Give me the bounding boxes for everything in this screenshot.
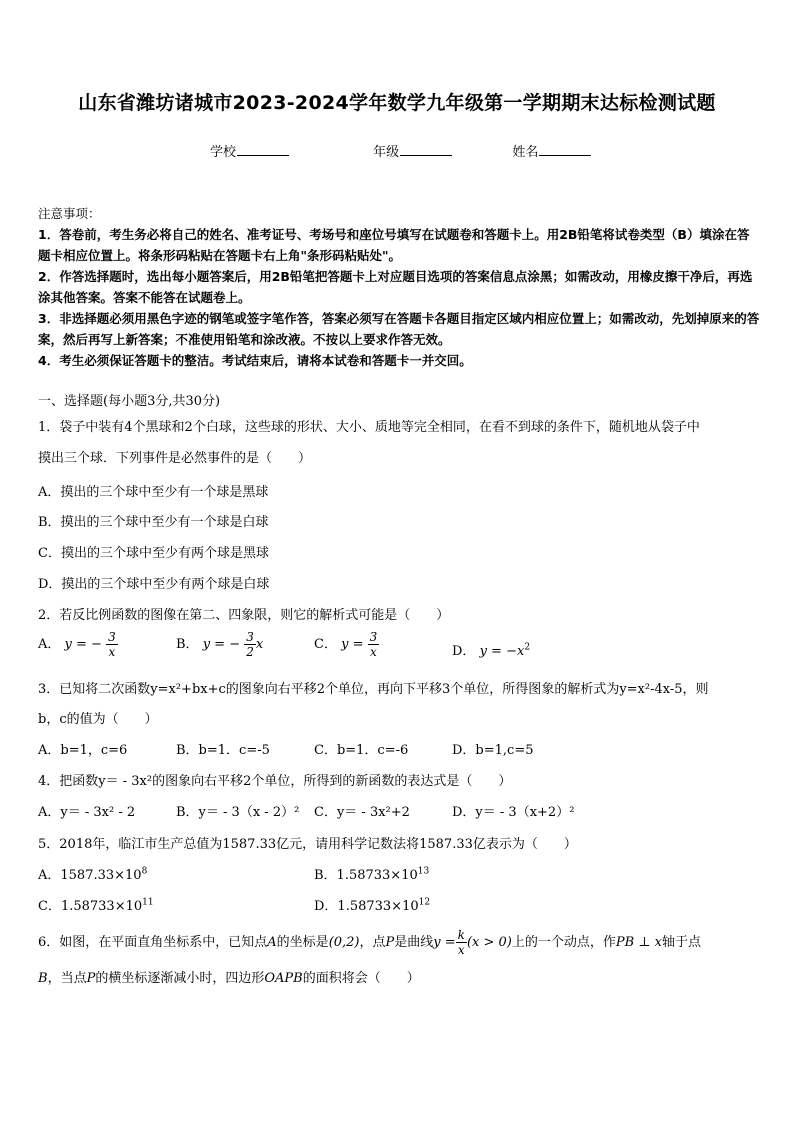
notice-item-2: 2．作答选择题时，选出每小题答案后，用2B铅笔把答题卡上对应题目选项的答案信息点涂黑；如需改动，用橡皮擦干净后，再选涂其他答案。答案不能答在试题卷上。	[38, 269, 753, 305]
q5-option-b	[314, 864, 429, 883]
q6-text-5: 上的一个动点，作	[511, 935, 616, 950]
q2-d-label: D．	[452, 644, 476, 659]
q2-option-d	[452, 640, 530, 659]
notice-item-1: 1．答卷前，考生务必将自己的姓名、准考证号、考场号和座位号填写在试题卷和答题卡上。用2B铅笔将试卷类型（B）填涂在答题卡相应位置上。将条形码粘贴在答题卡右上角"条形码粘贴处"。	[38, 227, 750, 263]
q6-point-p-2: P	[86, 971, 96, 986]
school-field[interactable]	[210, 141, 289, 160]
q2-option-a	[38, 630, 118, 659]
q6-text-6: 轴于点	[662, 935, 702, 950]
q1-option-c: C．摸出的三个球中至少有两个球是黑球	[38, 546, 269, 561]
q6-stem-line2	[38, 967, 420, 986]
q5-d-exp: 12	[418, 897, 431, 908]
q6-text-1: 6．如图，在平面直角坐标系中，已知点	[38, 935, 268, 950]
notice-heading: 注意事项：	[38, 206, 101, 221]
q2-a-fraction	[106, 630, 118, 659]
q5-option-d	[314, 895, 430, 914]
q2-b-tail: x	[255, 637, 264, 652]
q4-option-c: C．y＝ - 3x²+2	[314, 805, 410, 820]
q4-option-d: D．y＝ - 3（x+2）²	[452, 805, 575, 820]
q6-text-7: ，当点	[47, 971, 87, 986]
q6-curve-lhs: y =	[433, 935, 456, 950]
q3-option-b: B．b=1．c=-5	[176, 743, 270, 758]
q6-curve-fraction	[456, 928, 467, 957]
q2-c-lhs: y =	[341, 637, 364, 652]
q2-b-label: B．	[176, 637, 199, 652]
q6-text-8: 的横坐标逐渐减小时，四边形	[95, 971, 265, 986]
q6-text-3: ，点	[359, 935, 386, 950]
q5-stem: 5．2018年，临江市生产总值为1587.33亿元，请用科学记数法将1587.33亿表示为（ ）	[38, 837, 577, 852]
q3-option-d: D．b=1,c=5	[452, 743, 534, 758]
q2-stem: 2．若反比例函数的图像在第二、四象限，则它的解析式可能是（ ）	[38, 608, 450, 623]
q2-c-num: 3	[369, 630, 378, 644]
q5-a-base: A．1587.33×10	[38, 868, 142, 883]
q5-c-base: C．1.58733×10	[38, 899, 143, 914]
name-blank[interactable]	[539, 143, 591, 156]
q6-k: k	[457, 928, 465, 942]
q5-b-exp: 13	[417, 866, 430, 877]
q6-point-b: B	[38, 971, 48, 986]
name-field[interactable]	[512, 141, 591, 160]
q2-b-den: 2	[246, 645, 254, 659]
grade-label: 年级	[373, 145, 400, 160]
q3-stem-line1: 3．已知将二次函数y=x²+bx+c的图象向右平移2个单位，再向下平移3个单位，所得图象的解析式为y=x²-4x-5，则	[38, 682, 709, 697]
grade-field[interactable]	[373, 141, 452, 160]
q6-text-4: 是曲线	[394, 935, 434, 950]
section-heading: 一、选择题(每小题3分,共30分)	[38, 394, 221, 409]
q3-option-c: C．b=1．c=-6	[314, 743, 409, 758]
q2-a-num: 3	[108, 630, 116, 644]
notice-item-3: 3．非选择题必须用黑色字迹的钢笔或签字笔作答，答案必须写在答题卡各题目指定区域内相应位置上；如需改动，先划掉原来的答案，然后再写上新答案；不准使用铅笔和涂改液。不按以上要求作答无效。	[38, 311, 760, 347]
q2-c-den: x	[370, 645, 377, 659]
q2-b-fraction	[244, 630, 256, 659]
q6-point-p: P	[385, 935, 395, 950]
q5-c-exp: 11	[142, 897, 154, 908]
q4-stem: 4．把函数y＝ - 3x²的图象向右平移2个单位，所得到的新函数的表达式是（ ）	[38, 774, 512, 789]
q6-oapb: OAPB	[264, 971, 303, 986]
q2-b-num: 3	[246, 630, 254, 644]
q6-cond: (x > 0)	[466, 935, 512, 950]
q2-a-den: x	[108, 645, 116, 659]
q5-option-a	[38, 864, 147, 883]
q3-stem-line2: b，c的值为（ ）	[38, 712, 158, 727]
q1-option-b: B．摸出的三个球中至少有一个球是白球	[38, 515, 269, 530]
q4-option-a: A．y＝ - 3x² - 2	[38, 805, 136, 820]
q2-option-c	[314, 630, 379, 659]
student-info-fields	[210, 141, 591, 160]
name-label: 姓名	[512, 145, 539, 160]
q1-option-d: D．摸出的三个球中至少有两个球是白球	[38, 577, 270, 592]
school-label: 学校	[210, 145, 237, 160]
q1-option-a: A．摸出的三个球中至少有一个球是黑球	[38, 485, 269, 500]
q2-d-exp: 2	[524, 642, 531, 653]
q4-option-b: B．y＝ - 3（x - 2）²	[176, 805, 300, 820]
q2-a-lhs: y = −	[64, 637, 102, 652]
q2-c-fraction	[368, 630, 380, 659]
q5-d-base: D．1.58733×10	[314, 899, 419, 914]
q6-pb: PB ⊥ x	[615, 935, 662, 950]
notice-section	[38, 203, 760, 371]
q6-text-9: 的面积将会（ ）	[302, 971, 420, 986]
q5-option-c	[38, 895, 154, 914]
q6-x: x	[457, 943, 465, 957]
q2-b-lhs: y = −	[202, 637, 241, 652]
q6-text-2: 的坐标是	[276, 935, 329, 950]
q6-stem-line1	[38, 928, 701, 957]
q6-point-a: A	[267, 935, 277, 950]
q1-stem-line1: 1．袋子中装有4个黑球和2个白球，这些球的形状、大小、质地等完全相同，在看不到球的条件下，随机地从袋子中	[38, 420, 700, 435]
q3-option-a: A．b=1，c=6	[38, 743, 128, 758]
page-title: 山东省潍坊诸城市2023-2024学年数学九年级第一学期期末达标检测试题	[78, 92, 716, 114]
q2-a-label: A．	[38, 637, 61, 652]
notice-item-4: 4．考生必须保证答题卡的整洁。考试结束后，请将本试卷和答题卡一并交回。	[38, 353, 472, 368]
grade-blank[interactable]	[400, 143, 452, 156]
q2-option-b	[176, 630, 263, 659]
q1-stem-line2: 摸出三个球．下列事件是必然事件的是（ ）	[38, 451, 312, 466]
q5-b-base: B．1.58733×10	[314, 868, 418, 883]
q2-c-label: C．	[314, 637, 337, 652]
school-blank[interactable]	[237, 143, 289, 156]
q6-coord: (0,2)	[328, 935, 360, 950]
q2-d-expr: y = −x	[479, 644, 525, 659]
q5-a-exp: 8	[141, 866, 148, 877]
